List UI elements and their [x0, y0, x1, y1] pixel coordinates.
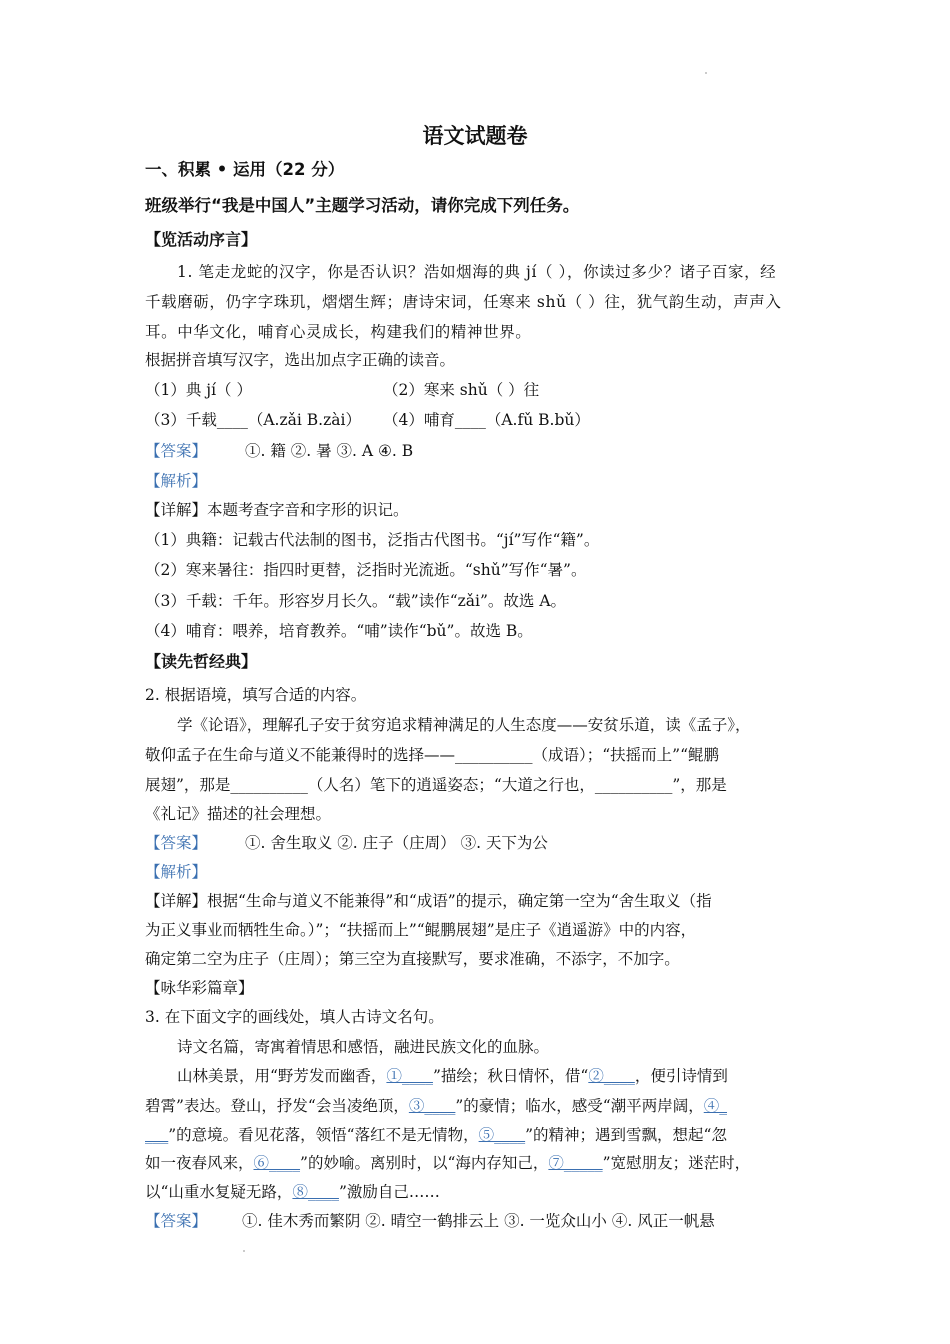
q3-text: ”宽慰朋友；迷茫时，: [602, 1154, 751, 1172]
q1-detail-3: （2）寒来暑往：指四时更替，泛指时光流逝。“shǔ”写作“暑”。: [145, 561, 587, 579]
q2-answer: ①. 舍生取义 ②. 庄子（庄周） ③. 天下为公: [245, 834, 548, 852]
q1-answer-tag: 【答案】: [145, 442, 208, 460]
q1-option-2: （2）寒来 shǔ（ ）往: [383, 381, 540, 399]
q3-text: ”的妙喻。离别时，以“海内存知己，: [300, 1154, 549, 1172]
q3-blank-7: ⑦_____: [548, 1154, 603, 1172]
q3-blank-8: ⑧____: [292, 1183, 339, 1201]
q3-text: 如一夜春风来，: [145, 1154, 254, 1172]
q2-passage-line-2: 敬仰孟子在生命与道义不能兼得时的选择——__________（成语）；“扶摇而上”“鲲鹏: [145, 746, 720, 764]
q1-detail-2: （1）典籍：记载古代法制的图书，泛指古代图书。“jí”写作“籍”。: [145, 531, 600, 549]
q1-instruction: 根据拼音填写汉字，选出加点字正确的读音。: [145, 351, 456, 369]
q3-passage-line-5: [145, 1153, 750, 1173]
q2-passage-line-3: 展翅”，那是__________（人名）笔下的逍遥姿态；“大道之行也，__________”，那是: [145, 776, 727, 794]
q2-analysis-tag: 【解析】: [145, 863, 208, 881]
scan-dot: [705, 72, 707, 74]
q3-text: ”描绘；秋日情怀，借“: [432, 1067, 589, 1085]
q1-option-1: （1）典 jí（ ）: [145, 381, 252, 399]
q3-passage-line-2: [177, 1066, 728, 1086]
q2-detail-3: 确定第二空为庄子（庄周）；第三空为直接默写，要求准确，不添字，不加字。: [145, 950, 680, 968]
q1-option-3: （3）千载____（A.zǎi B.zài）: [145, 411, 361, 429]
q2-answer-tag: 【答案】: [145, 834, 208, 852]
q3-text: 以“山重水复疑无路，: [145, 1183, 293, 1201]
q3-blank-3: ③____: [408, 1097, 456, 1115]
q1-passage-line-3: 耳。中华文化，哺育心灵成长，构建我们的精神世界。: [145, 323, 532, 341]
q3-blank-4-end: ___: [145, 1126, 169, 1144]
q3-text: ”的意境。看见花落，领悟“落红不是无情物，: [168, 1126, 479, 1144]
q2-passage-line-1: 学《论语》，理解孔子安于贫穷追求精神满足的人生态度——安贫乐道，读《孟子》，: [177, 716, 751, 734]
q3-text: ，便引诗情到: [634, 1067, 728, 1085]
q3-blank-5: ⑤____: [478, 1126, 526, 1144]
scan-dot: [243, 1250, 245, 1252]
q1-detail-5: （4）哺育：喂养，培育教养。“哺”读作“bǔ”。故选 B。: [145, 622, 533, 640]
q3-blank-6: ⑥____: [253, 1154, 301, 1172]
q1-answer: ①. 籍 ②. 暑 ③. A ④. B: [245, 442, 414, 460]
q3-text: ”的精神；遇到雪飘，想起“忽: [525, 1126, 727, 1144]
subsection-heading-3: 【咏华彩篇章】: [145, 979, 254, 997]
section-heading: 一、积累 • 运用（22 分）: [145, 160, 345, 179]
subsection-heading-2: 【读先哲经典】: [145, 652, 258, 671]
q3-stem: 3. 在下面文字的画线处，填人古诗文名句。: [145, 1008, 444, 1026]
q3-text: ”激励自己……: [338, 1183, 440, 1201]
q3-text: 碧霄”表达。登山，抒发“会当凌绝顶，: [145, 1097, 409, 1115]
q3-passage-line-1: 诗文名篇，寄寓着情思和感悟，融进民族文化的血脉。: [177, 1038, 550, 1056]
q2-passage-line-4: 《礼记》描述的社会理想。: [145, 805, 332, 823]
q1-analysis-tag: 【解析】: [145, 472, 208, 490]
q2-detail-2: 为正义事业而牺牲生命。）”；“扶摇而上”“鲲鹏展翅”是庄子《逍遥游》中的内容，: [145, 921, 697, 939]
q3-blank-2: ②____: [588, 1067, 635, 1085]
q3-blank-1: ①____: [386, 1067, 433, 1085]
q1-option-4: （4）哺育____（A.fǔ B.bǔ）: [383, 411, 590, 429]
q1-passage-line-2: 千载磨砺，仍字字珠玑，熠熠生辉；唐诗宋词，任寒来 shǔ（ ）往，犹气韵生动，声声入: [145, 293, 782, 311]
q3-blank-4-start: ④_: [703, 1097, 727, 1115]
q3-answer: ①. 佳木秀而繁阴 ②. 晴空一鹤排云上 ③. 一览众山小 ④. 风正一帆悬: [242, 1212, 715, 1230]
activity-intro: 班级举行“我是中国人”主题学习活动，请你完成下列任务。: [145, 196, 580, 215]
q1-detail-4: （3）千载：千年。形容岁月长久。“载”读作“zǎi”。故选 A。: [145, 592, 567, 610]
q3-answer-tag: 【答案】: [145, 1212, 208, 1230]
q1-detail-1: 【详解】本题考查字音和字形的识记。: [145, 501, 409, 519]
subsection-heading-1: 【览活动序言】: [145, 230, 258, 249]
q3-text: 山林美景，用“野芳发而幽香，: [177, 1067, 387, 1085]
q3-passage-line-3: [145, 1096, 727, 1116]
q2-stem: 2. 根据语境，填写合适的内容。: [145, 686, 367, 704]
q1-passage-line-1: 1. 笔走龙蛇的汉字，你是否认识？浩如烟海的典 jí（ ），你读过多少？诸子百家，经: [177, 263, 777, 281]
page-title: 语文试题卷: [422, 124, 528, 148]
q3-text: ”的豪情；临水，感受“潮平两岸阔，: [455, 1097, 704, 1115]
q3-passage-line-4: [145, 1125, 727, 1145]
q3-passage-line-6: [145, 1182, 440, 1202]
q2-detail-1: 【详解】根据“生命与道义不能兼得”和“成语”的提示，确定第一空为“舍生取义（指: [145, 892, 712, 910]
